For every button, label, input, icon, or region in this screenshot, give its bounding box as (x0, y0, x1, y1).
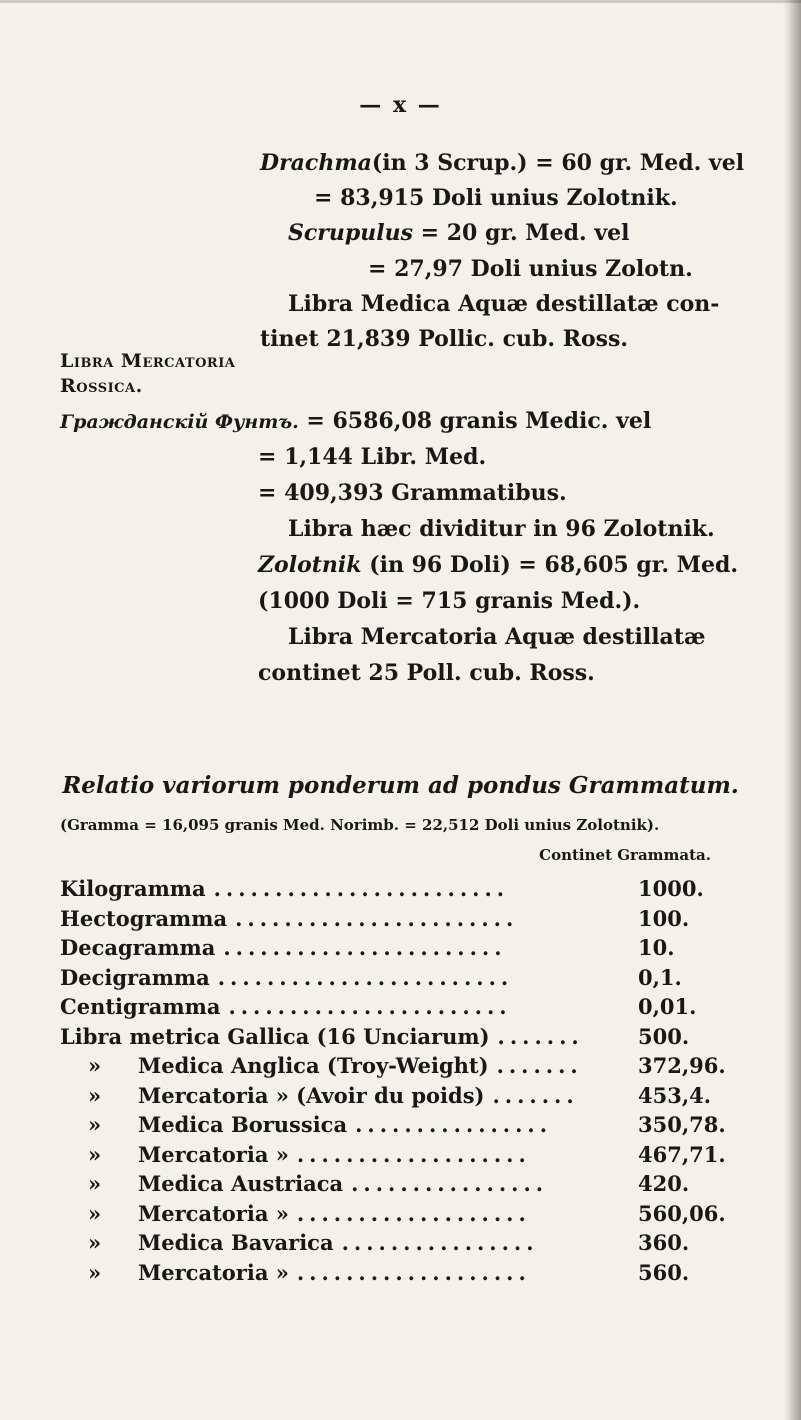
text-line: Drachma(in 3 Scrup.) = 60 gr. Med. vel (260, 150, 745, 176)
text-line: = 27,97 Doli unius Zolotn. (368, 256, 693, 282)
table-row (60, 965, 722, 995)
row-label: Hectogramma (60, 905, 228, 931)
ditto-mark: » (88, 1200, 102, 1226)
row-value: 372,96. (638, 1053, 726, 1078)
row-label: » Mercatoria » (Avoir du poids) (60, 1083, 484, 1108)
table-row (60, 1260, 722, 1290)
table-row (60, 1171, 722, 1201)
leader-dots: ................... (296, 1200, 531, 1226)
text-line: tinet 21,839 Pollic. cub. Ross. (260, 326, 629, 352)
row-label: Decagramma (60, 935, 216, 960)
leader-dots: ........................ (217, 964, 514, 990)
row-label: Libra metrica Gallica (16 Unciarum) (60, 1023, 490, 1049)
leader-dots: ....... (497, 1023, 584, 1049)
ditto-mark: » (88, 1141, 102, 1167)
leader-dots: ................... (296, 1141, 531, 1167)
row-value: 350,78. (638, 1112, 726, 1137)
row-label: » Medica Anglica (Troy-Weight) (60, 1053, 489, 1078)
table-subtitle: (Gramma = 16,095 granis Med. Norimb. = 22,512 Doli unius Zolotnik). (60, 816, 660, 834)
row-label: » Mercatoria » (60, 1142, 289, 1167)
row-label: Kilogramma (60, 876, 206, 901)
row-value: 420. (638, 1171, 690, 1196)
section-heading: Rossica. (60, 375, 143, 397)
text-line: Libra hæc dividitur in 96 Zolotnik. (288, 516, 715, 542)
ditto-mark: » (88, 1171, 102, 1196)
page-number: — x — (359, 92, 442, 118)
row-label: » Medica Austriaca (60, 1171, 343, 1196)
text-line: Libra Mercatoria Aquæ destillatæ (288, 624, 706, 650)
row-label: Centigramma (60, 994, 221, 1019)
table-row (60, 994, 722, 1024)
table-row (60, 1200, 726, 1231)
text-line: Scrupulus = 20 gr. Med. vel (288, 220, 630, 246)
text-line: continet 25 Poll. cub. Ross. (258, 660, 595, 686)
row-label: » Medica Borussica (60, 1112, 347, 1137)
weights-table (60, 876, 726, 1289)
table-column-header: Continet Grammata. (539, 846, 711, 864)
text-line: Гражданскій Фунтъ. = 6586,08 granis Medic. vel (60, 408, 652, 434)
leader-dots: ....... (492, 1082, 579, 1108)
text-line: (1000 Doli = 715 granis Med.). (258, 588, 641, 614)
ditto-mark: » (88, 1082, 102, 1108)
row-value: 0,01. (638, 994, 697, 1019)
table-row (60, 1230, 722, 1260)
text-line: = 83,915 Doli unius Zolotnik. (314, 185, 678, 211)
page-edge (0, 0, 801, 3)
leader-dots: ........................ (213, 876, 510, 901)
text-line: Zolotnik (in 96 Doli) = 68,605 gr. Med. (258, 552, 739, 578)
row-value: 1000. (638, 876, 704, 901)
row-label: » Medica Bavarica (60, 1230, 334, 1255)
table-row (60, 1141, 726, 1172)
row-value: 560,06. (638, 1200, 726, 1226)
table-row (60, 1053, 726, 1083)
section-heading: Libra Mercatoria (60, 350, 236, 372)
table-row (60, 1083, 722, 1113)
leader-dots: ....................... (223, 935, 507, 960)
row-value: 453,4. (638, 1082, 712, 1108)
leader-dots: ................ (341, 1230, 539, 1255)
table-row (60, 1024, 722, 1054)
table-row (60, 935, 722, 965)
leader-dots: ................ (351, 1171, 549, 1196)
page-spine-shadow (783, 0, 801, 1420)
row-value: 0,1. (638, 964, 682, 990)
row-value: 500. (638, 1023, 690, 1049)
leader-dots: ....... (496, 1053, 583, 1078)
row-value: 467,71. (638, 1141, 726, 1167)
text-line: Libra Medica Aquæ destillatæ con- (288, 291, 720, 317)
ditto-mark: » (88, 1259, 102, 1285)
row-label: Decigramma (60, 964, 210, 990)
row-value: 560. (638, 1259, 690, 1285)
row-value: 10. (638, 935, 675, 960)
text-line: = 409,393 Grammatibus. (258, 480, 567, 506)
table-title: Relatio variorum ponderum ad pondus Grammatum. (62, 772, 739, 799)
ditto-mark: » (88, 1053, 102, 1078)
row-value: 100. (638, 905, 690, 931)
row-label: » Mercatoria » (60, 1201, 289, 1226)
ditto-mark: » (88, 1230, 102, 1255)
text-line: = 1,144 Libr. Med. (258, 444, 487, 470)
leader-dots: ................... (296, 1259, 531, 1285)
row-value: 360. (638, 1230, 690, 1255)
ditto-mark: » (88, 1112, 102, 1137)
row-label: » Mercatoria » (60, 1260, 289, 1285)
table-row (60, 906, 722, 936)
table-row (60, 876, 722, 906)
table-row (60, 1112, 726, 1142)
leader-dots: ....................... (228, 994, 512, 1019)
leader-dots: ....................... (235, 905, 519, 931)
leader-dots: ................ (355, 1112, 553, 1137)
